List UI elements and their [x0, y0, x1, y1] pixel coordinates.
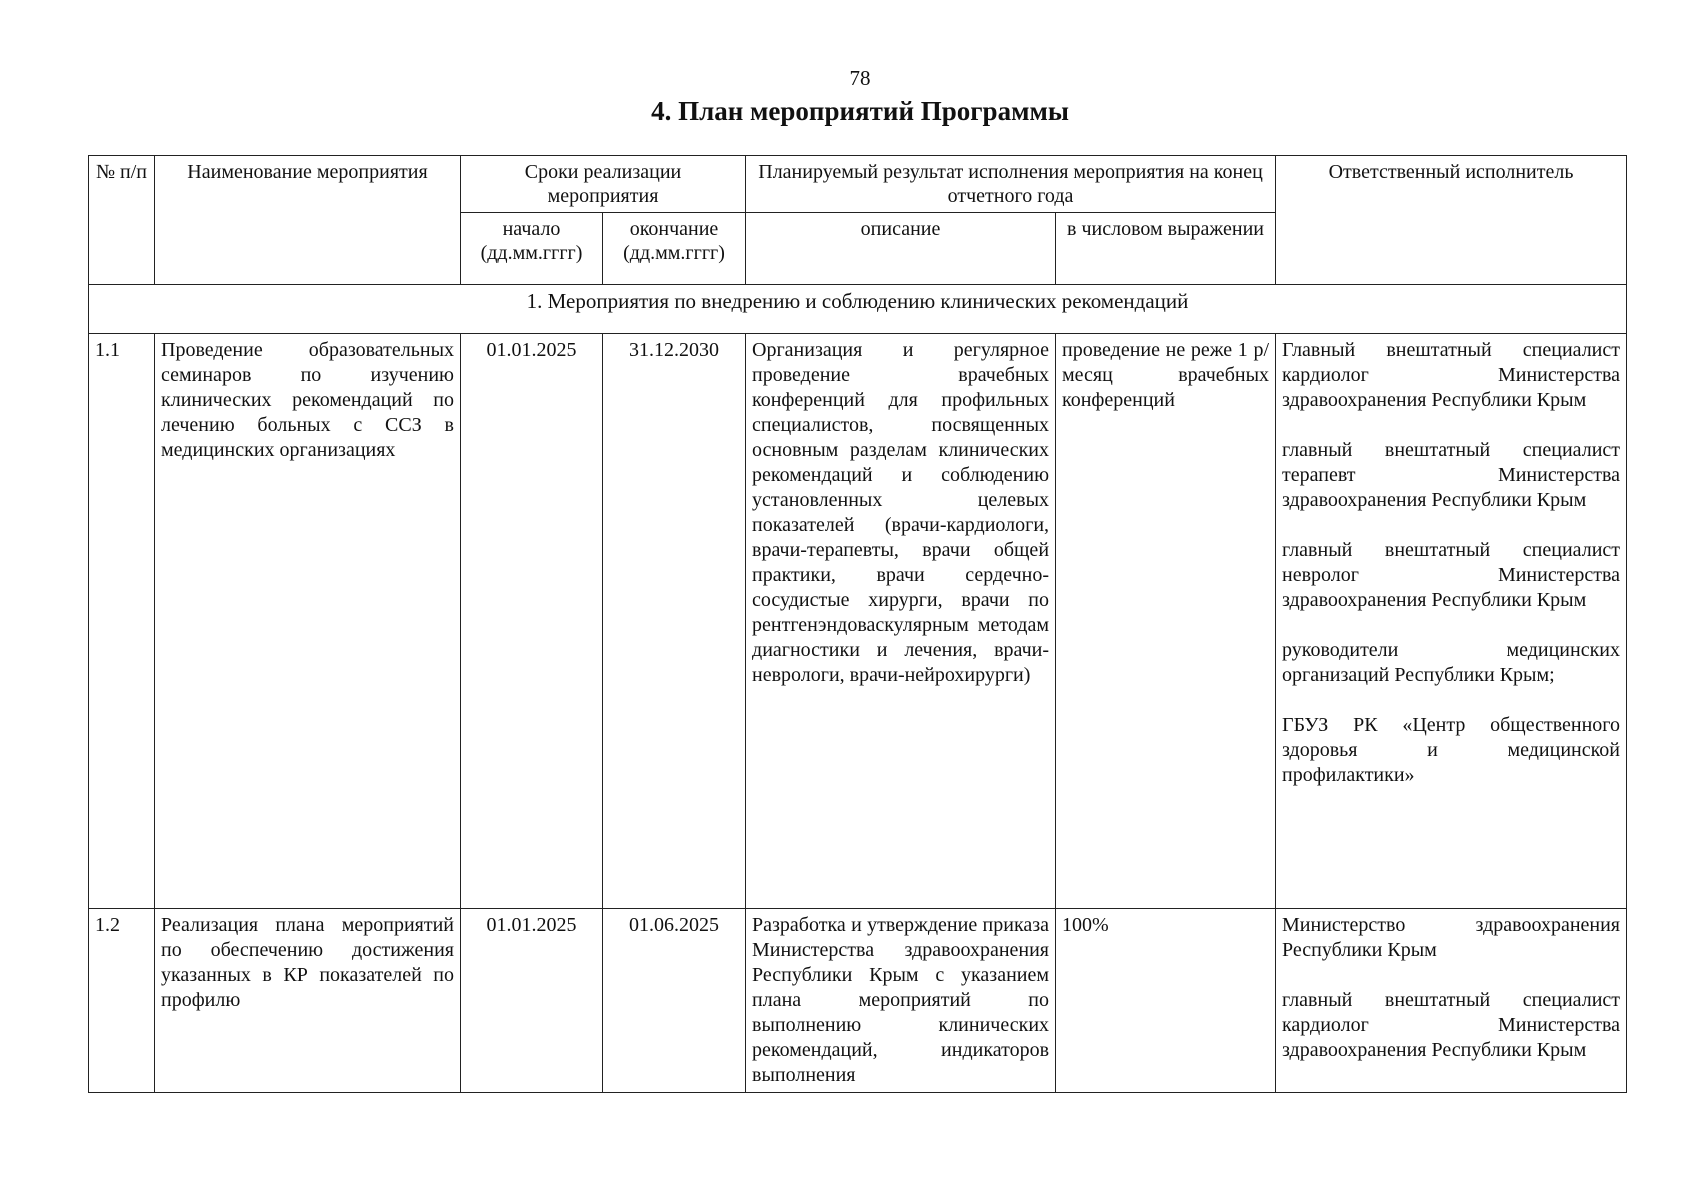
page-number: 78: [849, 66, 871, 90]
row-responsible: [1276, 909, 1627, 1093]
row-number: 1.2: [89, 909, 155, 1093]
row-numeric: проведение не реже 1 р/месяц врачебных конференций: [1056, 334, 1276, 909]
header-result: Планируемый результат исполнения мероприятия на конец отчетного года: [746, 156, 1276, 213]
section-title: 1. Мероприятия по внедрению и соблюдению клинических рекомендаций: [89, 285, 1627, 334]
table-row: [89, 909, 1627, 1093]
header-responsible: Ответственный исполнитель: [1276, 156, 1627, 285]
header-description: описание: [746, 213, 1056, 285]
section-row: [89, 285, 1627, 334]
row-start-date: 01.01.2025: [461, 909, 603, 1093]
page-title: 4. План мероприятий Программы: [651, 96, 1069, 126]
responsible-item: главный внештатный специалист кардиолог Министерства здравоохранения Республики Крым: [1282, 989, 1621, 1061]
row-name: Проведение образовательных семинаров по изучению клинических рекомендаций по лечению больных с ССЗ в медицинских организациях: [155, 334, 461, 909]
row-responsible: [1276, 334, 1627, 909]
header-end: окончание (дд.мм.гггг): [603, 213, 746, 285]
row-number: 1.1: [89, 334, 155, 909]
table-row: [89, 334, 1627, 909]
responsible-item: ГБУЗ РК «Центр общественного здоровья и медицинской профилактики»: [1282, 714, 1621, 786]
row-description: Организация и регулярное проведение врачебных конференций для профильных специалистов, посвященных основным разделам клинических рекомендаций и соблюдению установленных целевых показателей (врачи-кардиологи, врачи-терапевты, врачи общей практики, врачи сердечно-сосудистые хирурги, врачи по рентгенэндоваскулярным методам диагностики и лечения, врачи-неврологи, врачи-нейрохирурги): [746, 334, 1056, 909]
row-start-date: 01.01.2025: [461, 334, 603, 909]
header-row-1: [89, 156, 1627, 213]
header-num: № п/п: [89, 156, 155, 285]
responsible-item: главный внештатный специалист невролог Министерства здравоохранения Республики Крым: [1282, 539, 1621, 611]
row-name: Реализация плана мероприятий по обеспечению достижения указанных в КР показателей по профилю: [155, 909, 461, 1093]
row-numeric: 100%: [1056, 909, 1276, 1093]
row-end-date: 01.06.2025: [603, 909, 746, 1093]
header-start: начало (дд.мм.гггг): [461, 213, 603, 285]
header-terms: Сроки реализации мероприятия: [461, 156, 746, 213]
header-name: Наименование мероприятия: [155, 156, 461, 285]
row-end-date: 31.12.2030: [603, 334, 746, 909]
responsible-item: Главный внештатный специалист кардиолог Министерства здравоохранения Республики Крым: [1282, 339, 1621, 411]
responsible-item: главный внештатный специалист терапевт Министерства здравоохранения Республики Крым: [1282, 439, 1621, 511]
responsible-item: Министерство здравоохранения Республики Крым: [1282, 914, 1621, 961]
header-numeric: в числовом выражении: [1056, 213, 1276, 285]
row-description: Разработка и утверждение приказа Министерства здравоохранения Республики Крым с указанием плана мероприятий по выполнению клинических рекомендаций, индикаторов выполнения: [746, 909, 1056, 1093]
responsible-item: руководители медицинских организаций Республики Крым;: [1282, 639, 1621, 686]
plan-table: [88, 155, 1627, 1093]
